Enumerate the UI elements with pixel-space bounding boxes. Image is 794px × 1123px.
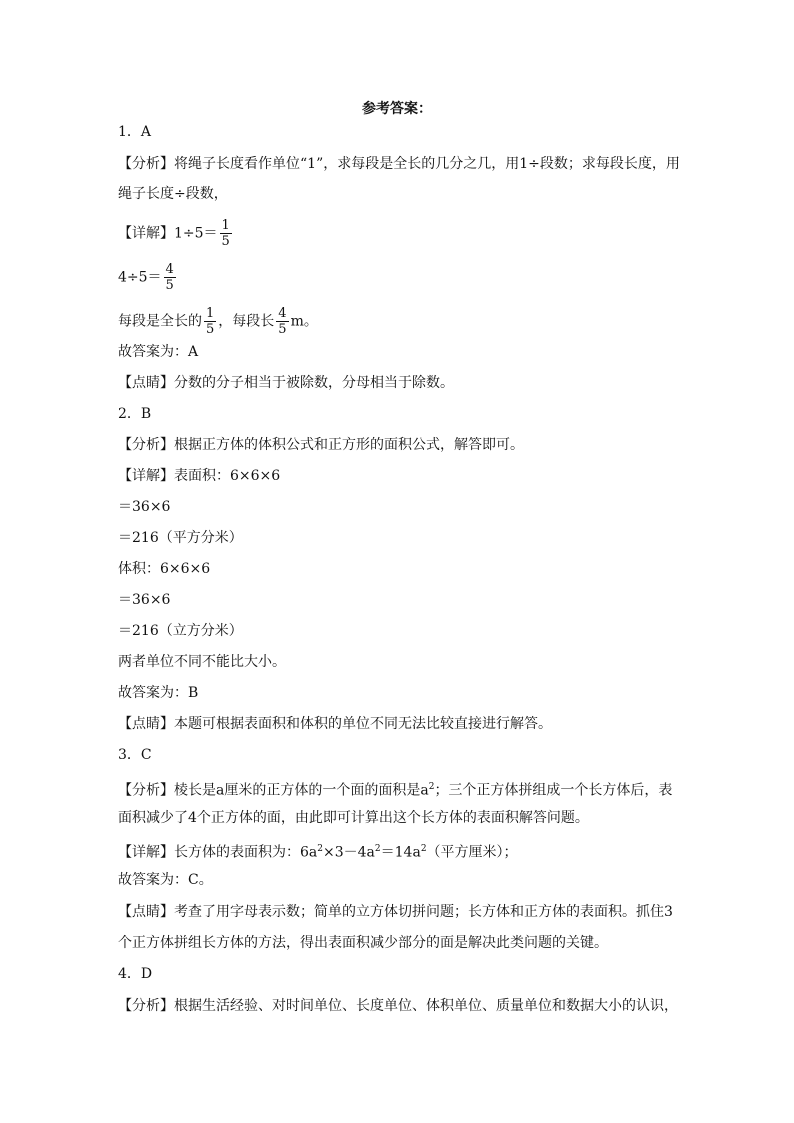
detail-text: 4÷5＝ [118,269,162,286]
answer-3-comment-cont: 个正方体拼组长方体的方法，得出表面积减少部分的面是解决此类问题的关键。 [118,935,608,951]
detail-text: m。 [290,313,318,330]
exponent: 2 [374,844,381,854]
answer-2-result: 故答案为：B [118,685,199,701]
fraction [276,306,288,337]
answer-1-analysis: 【分析】将绳子长度看作单位“1”，求每段是全长的几分之几，用1÷段数；求每段长度，用 [118,156,680,172]
exponent: 2 [420,844,427,854]
answer-1-detail [118,218,234,249]
fraction-numerator: 4 [165,262,174,277]
answer-1-result: 故答案为：A [118,344,199,360]
detail-text: ＝14a [380,844,421,861]
answer-4-number: 4．D [118,966,153,982]
answer-3-comment: 【点睛】考查了用字母表示数；简单的立方体切拼问题；长方体和正方体的表面积。抓住3 [118,904,673,920]
answer-2-step: ＝36×6 [118,592,171,608]
answer-1-comment: 【点睛】分数的分子相当于被除数，分母相当于除数。 [118,375,454,391]
answer-2-step: ＝36×6 [118,499,171,515]
answer-2-analysis: 【分析】根据正方体的体积公式和正方形的面积公式，解答即可。 [118,437,524,453]
fraction-numerator: 1 [206,306,215,321]
fraction [204,306,216,337]
analysis-text: 【分析】棱长是a厘米的正方体的一个面的面积是a [118,782,429,799]
answer-3-analysis [118,777,672,801]
answer-1-detail-3 [118,306,318,337]
fraction-numerator: 1 [221,218,230,233]
answer-3-number: 3．C [118,747,152,763]
answer-2-conclusion: 两者单位不同不能比大小。 [118,654,286,670]
detail-text: ，每段长 [218,313,275,330]
fraction-numerator: 4 [278,306,287,321]
answer-2-number: 2．B [118,406,152,422]
answer-2-step: ＝216（平方分米） [118,530,243,546]
answer-3-analysis-cont: 面积减少了4个正方体的面，由此即可计算出这个长方体的表面积解答问题。 [118,810,589,826]
page-title: 参考答案： [362,101,432,117]
detail-text: ×3－4a [323,844,375,861]
detail-text: 【详解】长方体的表面积为：6a [118,844,318,861]
detail-text: （平方厘米）； [426,844,518,861]
answer-4-analysis: 【分析】根据生活经验、对时间单位、长度单位、体积单位、质量单位和数据大小的认识， [118,998,678,1014]
answer-1-detail-2 [118,262,178,293]
detail-text: 每段是全长的 [118,313,202,330]
fraction-denominator: 5 [221,234,230,249]
answer-3-detail [118,839,518,863]
answer-2-comment: 【点睛】本题可根据表面积和体积的单位不同无法比较直接进行解答。 [118,716,552,732]
answer-1-analysis-cont: 绳子长度÷段数， [118,186,228,202]
fraction-denominator: 5 [165,278,174,293]
answer-3-result: 故答案为：C。 [118,872,213,888]
fraction [220,218,232,249]
exponent: 2 [317,844,323,854]
answer-1-number: 1．A [118,124,152,140]
fraction-denominator: 5 [206,322,215,337]
answer-2-step: 体积：6×6×6 [118,561,211,577]
answer-2-step: ＝216（立方分米） [118,623,243,639]
exponent: 2 [428,782,435,792]
analysis-text: ；三个正方体拼组成一个长方体后，表 [434,782,673,799]
answer-2-detail: 【详解】表面积：6×6×6 [118,468,281,484]
fraction-denominator: 5 [278,322,287,337]
fraction [164,262,176,293]
detail-text: 【详解】1÷5＝ [118,225,218,242]
